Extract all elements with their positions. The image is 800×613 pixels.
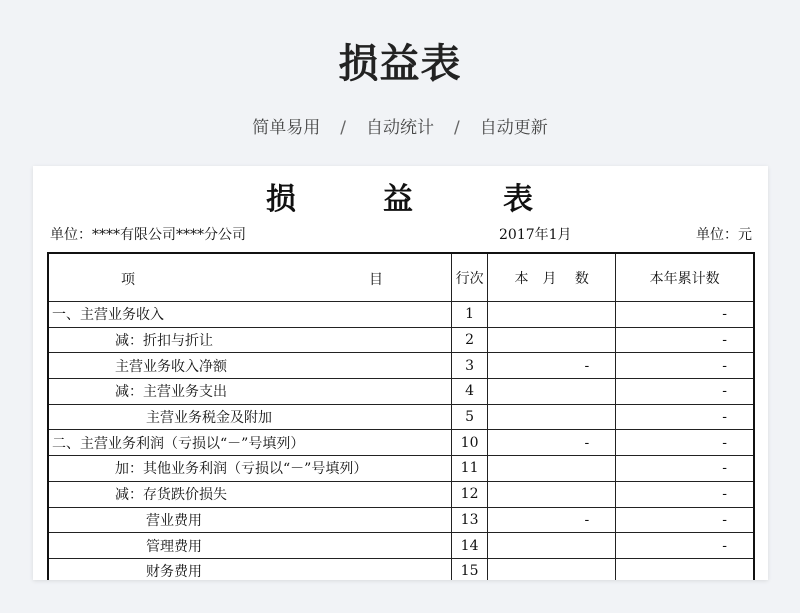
report-period: 2017年1月: [499, 227, 572, 243]
row-line-number[interactable]: 13: [452, 507, 488, 533]
table-row[interactable]: [48, 481, 754, 507]
row-item[interactable]: 二、主营业务利润（亏损以“－”号填列）: [48, 430, 452, 456]
header-year-to-date: 本年累计数: [616, 253, 754, 302]
row-current-month[interactable]: [488, 533, 616, 559]
tagline-item-auto-update: 自动更新: [479, 118, 548, 138]
row-current-month[interactable]: [488, 481, 616, 507]
table-row[interactable]: [48, 302, 754, 328]
row-current-month[interactable]: [488, 456, 616, 482]
company-unit: 单位：****有限公司****分公司: [50, 227, 246, 243]
row-item[interactable]: 营业费用: [48, 507, 452, 533]
row-line-number[interactable]: 5: [452, 404, 488, 430]
row-year-to-date[interactable]: -: [616, 481, 754, 507]
row-year-to-date[interactable]: -: [616, 456, 754, 482]
table-row[interactable]: [48, 456, 754, 482]
row-item[interactable]: 减：主营业务支出: [48, 379, 452, 405]
tagline-separator: /: [454, 118, 460, 138]
page-title: 损益表: [338, 41, 462, 87]
header-item-label-a: 项: [121, 272, 135, 288]
sheet-title-char: 损: [266, 182, 296, 217]
row-year-to-date[interactable]: -: [616, 404, 754, 430]
row-line-number[interactable]: 14: [452, 533, 488, 559]
currency-unit: 单位：元: [696, 227, 752, 243]
row-current-month[interactable]: [488, 327, 616, 353]
table-row[interactable]: [48, 533, 754, 559]
row-year-to-date[interactable]: -: [616, 353, 754, 379]
row-year-to-date[interactable]: -: [616, 507, 754, 533]
sheet-title: [33, 174, 768, 217]
row-current-month[interactable]: [488, 404, 616, 430]
table-row[interactable]: [48, 404, 754, 430]
table-row[interactable]: [48, 430, 754, 456]
sheet-title-char: 益: [383, 182, 413, 217]
tagline-item-easy: 简单易用: [252, 118, 321, 138]
header-item-label-b: 目: [369, 272, 383, 288]
row-year-to-date[interactable]: -: [616, 533, 754, 559]
table-header-row: [48, 253, 754, 302]
row-year-to-date[interactable]: -: [616, 327, 754, 353]
row-current-month[interactable]: [488, 558, 616, 580]
row-line-number[interactable]: 4: [452, 379, 488, 405]
header-line-number: 行次: [452, 253, 488, 302]
row-item[interactable]: 财务费用: [48, 558, 452, 580]
table-row[interactable]: [48, 327, 754, 353]
row-item[interactable]: 加：其他业务利润（亏损以“－”号填列）: [48, 456, 452, 482]
row-year-to-date[interactable]: -: [616, 302, 754, 328]
sheet-title-char: 表: [503, 182, 533, 217]
row-year-to-date[interactable]: -: [616, 379, 754, 405]
row-line-number[interactable]: 1: [452, 302, 488, 328]
row-current-month[interactable]: -: [488, 430, 616, 456]
spreadsheet-preview: [33, 166, 768, 580]
row-item[interactable]: 一、主营业务收入: [48, 302, 452, 328]
row-line-number[interactable]: 12: [452, 481, 488, 507]
tagline-separator: /: [340, 118, 346, 138]
row-line-number[interactable]: 15: [452, 558, 488, 580]
row-item[interactable]: 主营业务税金及附加: [48, 404, 452, 430]
row-year-to-date[interactable]: -: [616, 430, 754, 456]
tagline-item-auto-stats: 自动统计: [366, 118, 434, 138]
row-current-month[interactable]: -: [488, 353, 616, 379]
row-item[interactable]: 管理费用: [48, 533, 452, 559]
table-row[interactable]: [48, 379, 754, 405]
header-item: [48, 253, 452, 302]
row-line-number[interactable]: 3: [452, 353, 488, 379]
row-current-month[interactable]: [488, 302, 616, 328]
row-line-number[interactable]: 2: [452, 327, 488, 353]
row-current-month[interactable]: -: [488, 507, 616, 533]
row-current-month[interactable]: [488, 379, 616, 405]
header-current-month: 本 月 数: [488, 253, 616, 302]
row-item[interactable]: 减：存货跌价损失: [48, 481, 452, 507]
table-row[interactable]: [48, 507, 754, 533]
tagline: [0, 113, 800, 138]
row-item[interactable]: 减：折扣与折让: [48, 327, 452, 353]
row-line-number[interactable]: 11: [452, 456, 488, 482]
row-line-number[interactable]: 10: [452, 430, 488, 456]
row-year-to-date[interactable]: [616, 558, 754, 580]
table-row[interactable]: [48, 353, 754, 379]
table-row[interactable]: [48, 558, 754, 580]
income-statement-table: [47, 252, 755, 580]
row-item[interactable]: 主营业务收入净额: [48, 353, 452, 379]
